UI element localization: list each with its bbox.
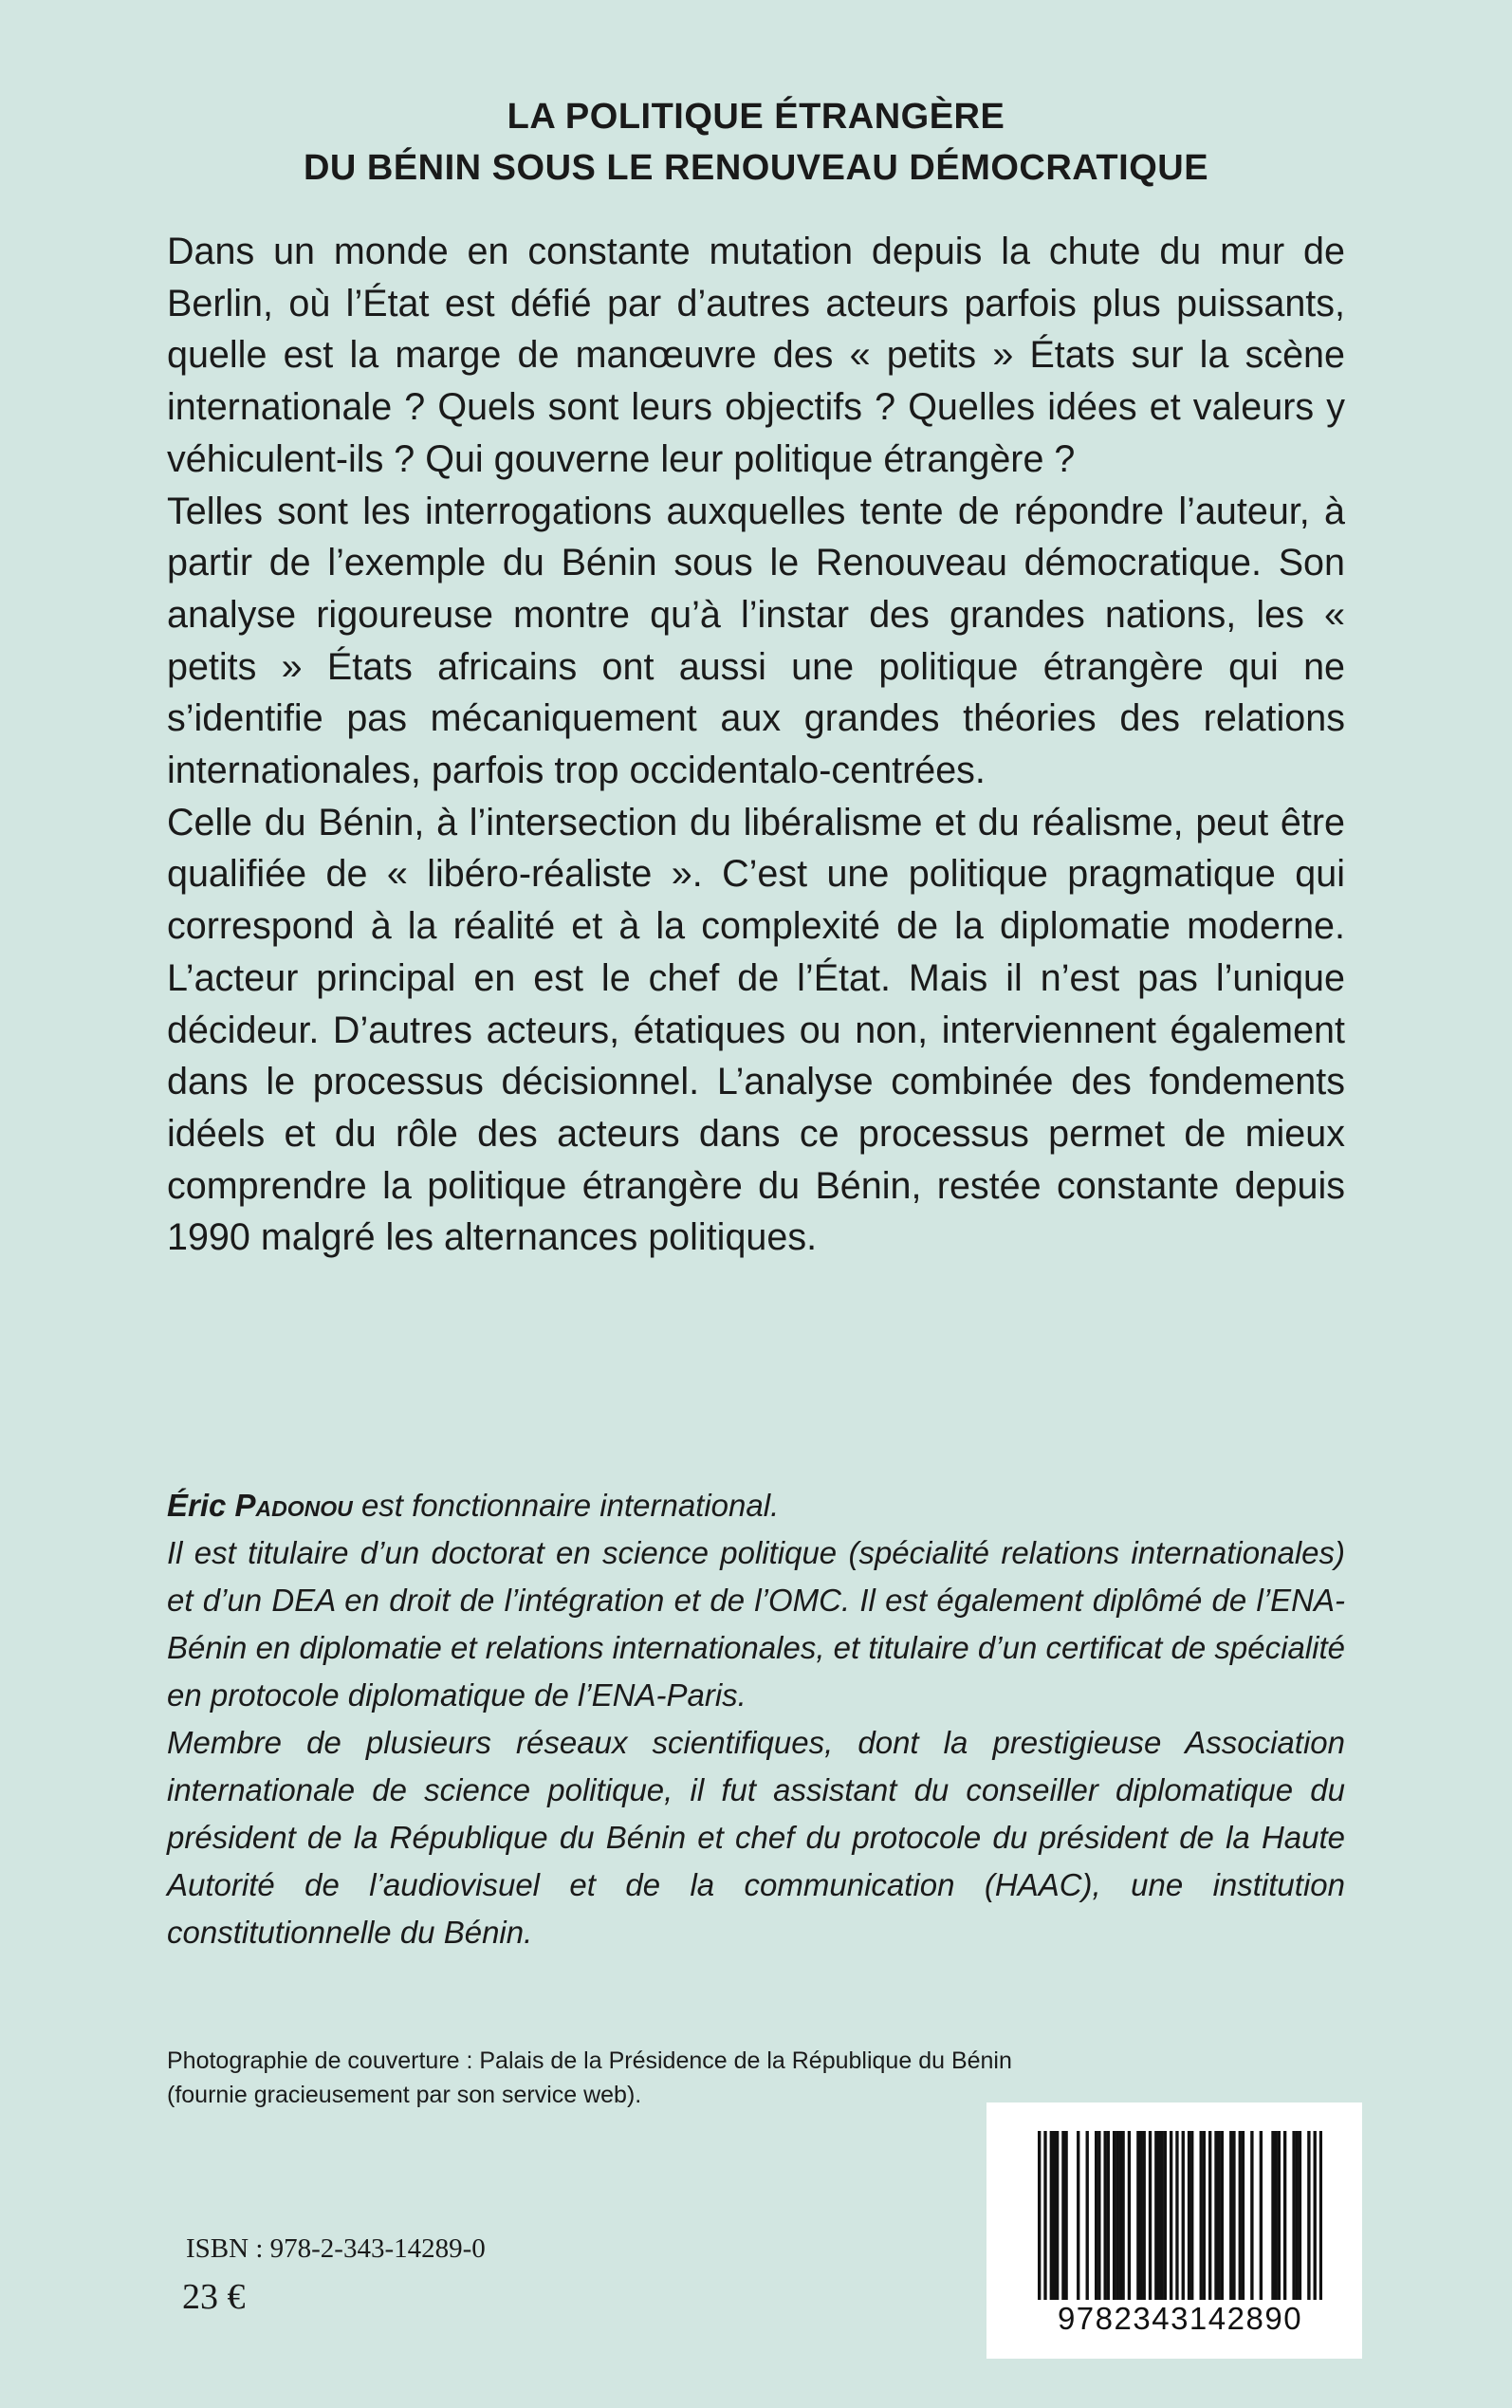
author-first-name: Éric xyxy=(167,1488,227,1523)
barcode-bar xyxy=(1103,2131,1106,2300)
barcode-bar xyxy=(1283,2131,1286,2300)
summary-paragraph: Celle du Bénin, à l’intersection du libéralisme et du réalisme, peut être qualifiée de « libéro-réaliste ». C’est une politique pragmatique qui correspond à la réalité et à la complexité de la diplomatie moderne. L’acteur principal en est le chef de l’État. Mais il n’est pas l’unique décideur. D’autres acteurs, étatiques ou non, interviennent également dans le processus décisionnel. L’analyse combinée des fondements idéels et du rôle des acteurs dans ce processus permet de mieux comprendre la politique étrangère du Bénin, restée constante depuis 1990 malgré les alternances politiques. xyxy=(167,801,1345,1259)
barcode-bar xyxy=(1061,2131,1064,2300)
barcode-bar xyxy=(1043,2131,1046,2300)
barcode-bar xyxy=(1097,2131,1100,2300)
barcode-bar xyxy=(1239,2131,1242,2300)
barcode-bar xyxy=(1086,2131,1089,2300)
barcode-bar xyxy=(1107,2131,1110,2300)
barcode-bar xyxy=(1175,2131,1178,2300)
barcode-bars xyxy=(1038,2131,1322,2300)
barcode-bar xyxy=(1274,2131,1277,2300)
barcode-bar xyxy=(1200,2131,1203,2300)
barcode-bar xyxy=(1307,2131,1310,2300)
barcode-bar xyxy=(1296,2131,1299,2300)
barcode-bar xyxy=(1319,2131,1322,2300)
barcode-bar xyxy=(1139,2131,1142,2300)
title-line-2: DU BÉNIN SOUS LE RENOUVEAU DÉMOCRATIQUE xyxy=(303,148,1209,188)
price-text: 23 € xyxy=(182,2277,246,2317)
barcode-bar xyxy=(1064,2131,1067,2300)
author-bio-paragraph: Membre de plusieurs réseaux scientifiques, dont la prestigieuse Association internationale de science politique, il fut assistant du conseiller diplomatique du président de la République du Bénin et chef du protocole du président de la Haute Autorité de l’audiovisuel et de la communication (HAAC), une institution constitutionnelle du Bénin. xyxy=(167,1725,1345,1950)
barcode-bar xyxy=(1214,2131,1217,2300)
barcode-bar xyxy=(1053,2131,1056,2300)
photo-credit-line-1: Photographie de couverture : Palais de la Présidence de la République du Bénin xyxy=(167,2047,1012,2074)
barcode-bar xyxy=(1149,2131,1152,2300)
barcode-bar xyxy=(1157,2131,1160,2300)
summary-paragraph: Telles sont les interrogations auxquelles tente de répondre l’auteur, à partir de l’exemple du Bénin sous le Renouveau démocratique. Son analyse rigoureuse montre qu’à l’instar des grandes nations, les « petits » États africains ont aussi une politique étrangère qui ne s’identifie pas mécaniquement aux grandes théories des relations internationales, parfois trop occidentalo-centrées. xyxy=(167,490,1345,792)
barcode-bar xyxy=(1229,2131,1232,2300)
barcode-bar xyxy=(1128,2131,1131,2300)
barcode-bar xyxy=(1136,2131,1139,2300)
barcode-bar xyxy=(1164,2131,1167,2300)
book-title xyxy=(0,91,1512,194)
barcode-bar xyxy=(1113,2131,1116,2300)
barcode-bar xyxy=(1221,2131,1224,2300)
barcode xyxy=(986,2102,1362,2359)
author-bio-paragraph: Il est titulaire d’un doctorat en science politique (spécialité relations internationales) et d’un DEA en droit de l’intégration et de l’OMC. Il est également diplômé de l’ENA-Bénin en diplomatie et relations internationales, et titulaire d’un certificat de spécialité en protocole diplomatique de l’ENA-Paris. xyxy=(167,1535,1345,1713)
barcode-bar xyxy=(1271,2131,1274,2300)
barcode-bar xyxy=(1232,2131,1235,2300)
barcode-bar xyxy=(1203,2131,1206,2300)
barcode-bar xyxy=(1217,2131,1220,2300)
barcode-bar xyxy=(1170,2131,1172,2300)
author-last-name: Padonou xyxy=(234,1488,353,1523)
barcode-bar xyxy=(1278,2131,1281,2300)
barcode-bar xyxy=(1056,2131,1059,2300)
barcode-bar xyxy=(1242,2131,1245,2300)
author-intro xyxy=(167,1482,1345,1529)
title-line-1: LA POLITIQUE ÉTRANGÈRE xyxy=(507,97,1005,137)
author-intro-text: est fonctionnaire international. xyxy=(360,1488,780,1523)
summary-text xyxy=(167,226,1345,1264)
barcode-bar xyxy=(1314,2131,1317,2300)
barcode-bar xyxy=(1050,2131,1053,2300)
barcode-bar xyxy=(1260,2131,1263,2300)
barcode-bar xyxy=(1250,2131,1253,2300)
barcode-bar xyxy=(1299,2131,1301,2300)
barcode-bar xyxy=(1208,2131,1211,2300)
barcode-bar xyxy=(1190,2131,1193,2300)
isbn-text: ISBN : 978-2-343-14289-0 xyxy=(186,2233,486,2264)
barcode-bar xyxy=(1160,2131,1163,2300)
barcode-bar xyxy=(1095,2131,1097,2300)
barcode-bar xyxy=(1077,2131,1079,2300)
barcode-bar xyxy=(1182,2131,1185,2300)
barcode-bar xyxy=(1038,2131,1041,2300)
barcode-bar xyxy=(1116,2131,1118,2300)
barcode-bar xyxy=(1143,2131,1146,2300)
barcode-bar xyxy=(1292,2131,1295,2300)
photo-credit-line-2: (fournie gracieusement par son service web). xyxy=(167,2082,642,2108)
barcode-bar xyxy=(1154,2131,1157,2300)
barcode-bar xyxy=(1118,2131,1121,2300)
author-bio xyxy=(167,1482,1345,1956)
summary-paragraph: Dans un monde en constante mutation depuis la chute du mur de Berlin, où l’État est défié par d’autres acteurs parfois plus puissants, quelle est la marge de manœuvre des « petits » États sur la scène internationale ? Quels sont leurs objectifs ? Quelles idées et valeurs y véhiculent-ils ? Qui gouverne leur politique étrangère ? xyxy=(167,231,1345,480)
barcode-bar xyxy=(1188,2131,1190,2300)
barcode-bar xyxy=(1121,2131,1124,2300)
barcode-digits: 9782343142890 xyxy=(1057,2301,1303,2336)
